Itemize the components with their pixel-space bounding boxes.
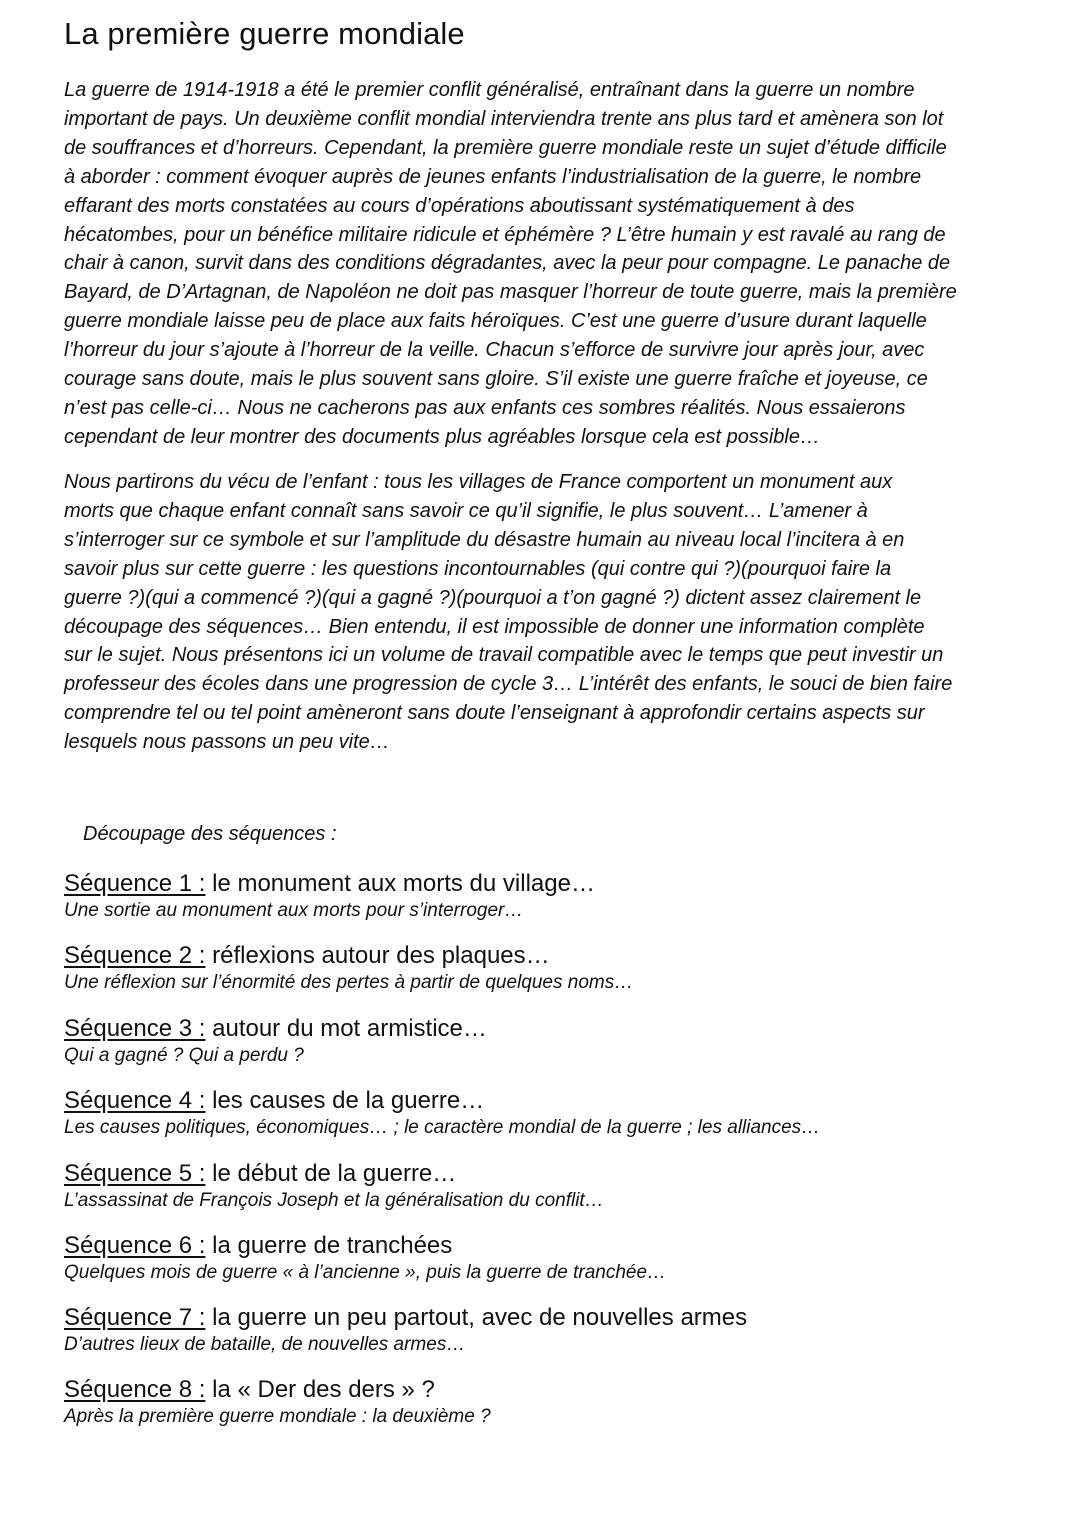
sequence-heading (64, 1303, 1024, 1333)
page-title: La première guerre mondiale (64, 16, 465, 51)
sequence-description: Quelques mois de guerre « à l’ancienne », puis la guerre de tranchée… (64, 1262, 667, 1283)
sequence-heading (64, 1375, 1024, 1405)
sequence-title: le monument aux morts du village… (205, 870, 595, 897)
sequence-label: Séquence 3 : (64, 1015, 206, 1042)
sequence-heading (64, 1159, 1024, 1189)
sequence-description: Une réflexion sur l’énormité des pertes à partir de quelques noms… (64, 972, 634, 993)
sequence-description: Après la première guerre mondiale : la deuxième ? (64, 1406, 491, 1427)
sequence-label: Séquence 4 : (64, 1087, 206, 1114)
sequence-heading (64, 869, 1024, 899)
sequence-description: Une sortie au monument aux morts pour s’interroger… (64, 900, 524, 921)
sequence-item-3 (64, 1014, 1024, 1068)
sequence-item-4 (64, 1086, 1024, 1140)
intro-paragraph-2: Nous partirons du vécu de l’enfant : tous les villages de France comportent un monument aux morts que chaque enfant connaît sans savoir ce qu’il signifie, le plus souvent… L’amener à s’interroger sur ce symbole et sur l’amplitude du désastre humain au niveau local l’incitera à en savoir plus sur cette guerre : les questions incontournables (qui contre qui ?)(pourquoi faire la guerre ?)(qui a commencé ?)(qui a gagné ?)(pourquoi a t’on gagné ?) dictent assez clairement le découpage des séquences… Bien entendu, il est impossible de donner une information complète sur le sujet. Nous présentons ici un volume de travail compatible avec le temps que peut investir un professeur des écoles dans une progression de cycle 3… L’intérêt des enfants, le souci de bien faire comprendre tel ou tel point amèneront sans doute l’enseignant à approfondir certains aspects sur lesquels nous passons un peu vite… (64, 471, 953, 754)
sequence-title: la « Der des ders » ? (205, 1376, 435, 1403)
sequence-item-5 (64, 1159, 1024, 1213)
sequence-description: Les causes politiques, économiques… ; le caractère mondial de la guerre ; les alliances… (64, 1117, 821, 1138)
sequence-label: Séquence 1 : (64, 870, 206, 897)
sequence-label: Séquence 8 : (64, 1376, 206, 1403)
sequence-item-2 (64, 941, 1024, 995)
sequence-title: le début de la guerre… (205, 1160, 457, 1187)
sequence-item-8 (64, 1375, 1024, 1429)
sequence-label: Séquence 2 : (64, 942, 206, 969)
sequence-heading (64, 1014, 1024, 1044)
sequence-heading (64, 1231, 1024, 1261)
sequence-title: la guerre de tranchées (205, 1232, 453, 1259)
sequence-item-6 (64, 1231, 1024, 1285)
sequence-list-heading: Découpage des séquences : (83, 823, 337, 845)
sequence-heading (64, 941, 1024, 971)
sequence-title: autour du mot armistice… (205, 1015, 487, 1042)
sequence-description: Qui a gagné ? Qui a perdu ? (64, 1045, 304, 1066)
sequence-label: Séquence 6 : (64, 1232, 206, 1259)
sequence-title: la guerre un peu partout, avec de nouvelles armes (205, 1304, 748, 1331)
intro-paragraph-1: La guerre de 1914-1918 a été le premier conflit généralisé, entraînant dans la guerre un nombre important de pays. Un deuxième conflit mondial interviendra trente ans plus tard et amènera son lot de souffrances et d’horreurs. Cependant, la première guerre mondiale reste un sujet d’étude difficile à aborder : comment évoquer auprès de jeunes enfants l’industrialisation de la guerre, le nombre effarant des morts constatées au cours d’opérations aboutissant systématiquement à des hécatombes, pour un bénéfice militaire ridicule et éphémère ? L’être humain y est ravalé au rang de chair à canon, survit dans des conditions dégradantes, avec la peur pour compagne. Le panache de Bayard, de D’Artagnan, de Napoléon ne doit pas masquer l’horreur de toute guerre, mais la première guerre mondiale laisse peu de place aux faits héroïques. C’est une guerre d’usure durant laquelle l’horreur du jour s’ajoute à l’horreur de la veille. Chacun s’efforce de survivre jour après jour, avec courage sans doute, mais le plus souvent sans gloire. S’il existe une guerre fraîche et joyeuse, ce n’est pas celle-ci… Nous ne cacherons pas aux enfants ces sombres réalités. Nous essaierons cependant de leur montrer des documents plus agréables lorsque cela est possible… (64, 79, 957, 448)
sequence-title: les causes de la guerre… (205, 1087, 485, 1114)
sequence-item-7 (64, 1303, 1024, 1357)
sequence-description: D’autres lieux de bataille, de nouvelles armes… (64, 1334, 466, 1355)
sequence-title: réflexions autour des plaques… (205, 942, 550, 969)
sequence-label: Séquence 7 : (64, 1304, 206, 1331)
sequence-label: Séquence 5 : (64, 1160, 206, 1187)
sequence-description: L’assassinat de François Joseph et la généralisation du conflit… (64, 1190, 604, 1211)
sequence-heading (64, 1086, 1024, 1116)
sequence-item-1 (64, 869, 1024, 923)
